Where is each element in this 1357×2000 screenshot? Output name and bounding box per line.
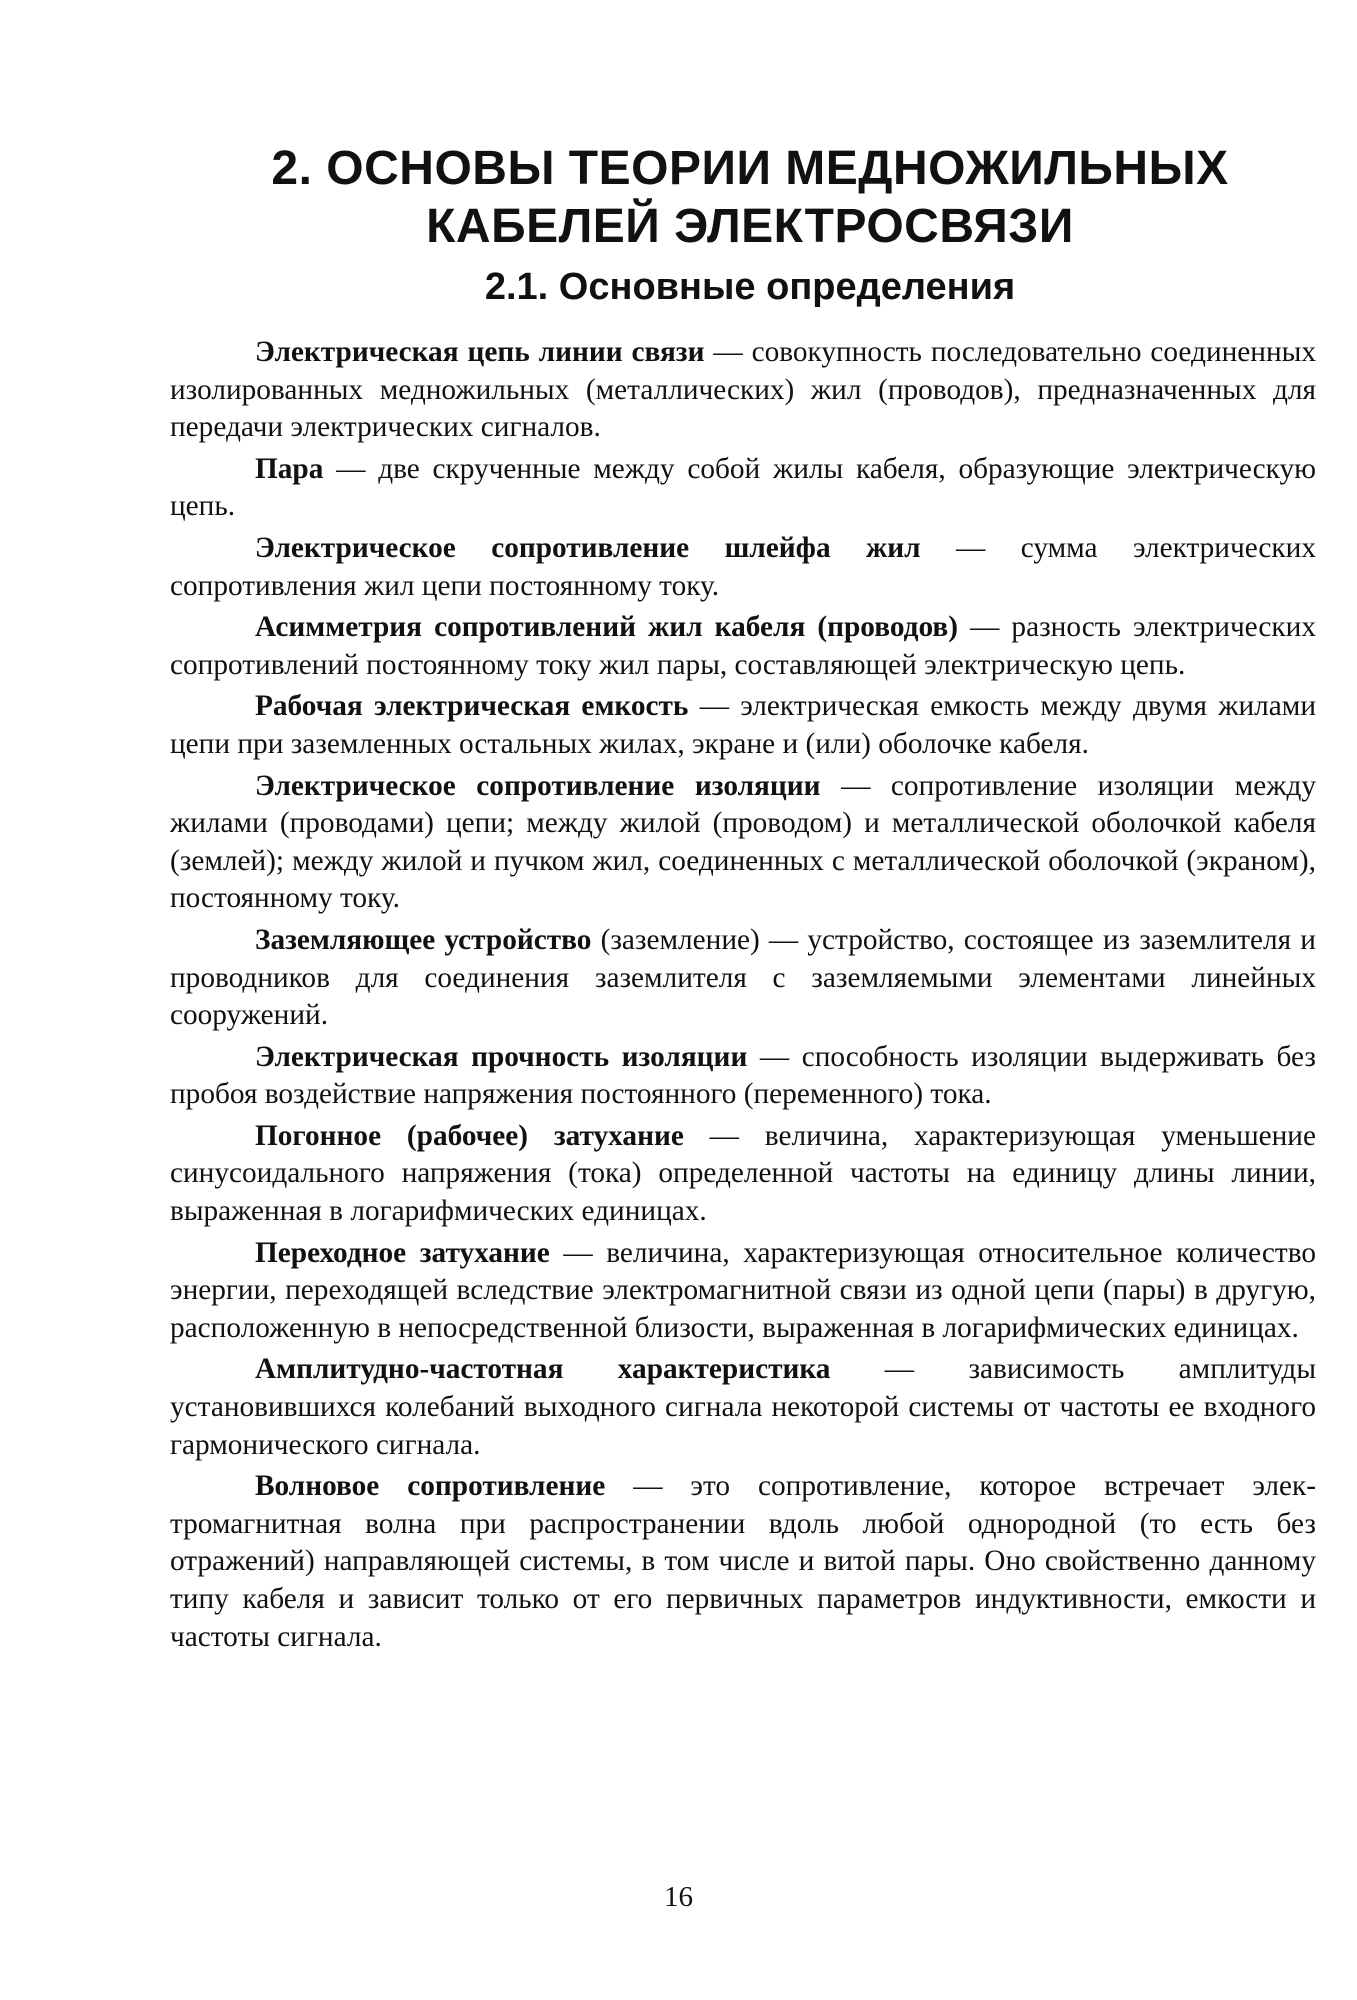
definition-term: Электрическая цепь линии связи [255,336,705,368]
definition-paragraph [170,768,1316,918]
definition-term: Рабочая электрическая емкость [255,690,689,723]
definition-term: Электрическое сопротивление изоляции [255,769,821,802]
definition-text: — две скрученные между собой жилы кабеля, образующие электрическую цепь. [170,452,1316,523]
definition-text: — совокупность последовательно соединенных изолированных медножильных (металлических) жил (проводов), предназначенных для передачи электрических сигналов. [170,336,1316,444]
definition-term: Переходное затухание [255,1236,550,1269]
definition-term: Пара [255,452,324,485]
definition-text: — зависимость амплитуды установившихся колебаний выходного сигнала некоторой системы от частоты ее входного гармонического сигнала. [170,1353,1316,1461]
definition-paragraph [170,1468,1316,1656]
definition-paragraph [170,1351,1316,1464]
chapter-title-line-2: КАБЕЛЕЙ ЭЛЕКТРОСВЯЗИ [426,200,1074,253]
definition-term: Электрическая прочность изоляции [255,1040,748,1073]
definition-paragraph [170,530,1316,605]
definition-paragraph [170,1235,1316,1348]
definition-text: — электрическая емкость между двумя жилами цепи при заземленных остальных жилах, экране и (или) оболочке кабеля. [170,690,1316,760]
definition-term: Асимметрия сопротивлений жил кабеля (проводов) [255,611,958,644]
page-number: 16 [664,1881,693,1913]
definition-term: Электрическое сопротивление шлейфа жил [255,531,921,564]
definition-paragraph [170,1118,1316,1231]
definition-term: Заземляющее устройство [255,923,592,956]
definition-text: — это сопротивление, которое встречает электромагнитная волна при распространении вдоль любой однородной (то есть без отражений) направляющей системы, в том числе и витой пары. Оно свойственно данному типу кабеля и зависит только от его первичных параметров индуктивности, емкости и частоты сигнала. [170,1470,1316,1653]
definition-paragraph [170,922,1316,1035]
definition-text: — величина, характеризующая относительное количество энергии, переходящей вследствие электромагнитной связи из одной цепи (пары) в другую, расположенную в непосредственной близости, выраженная в логарифмических единицах. [170,1236,1316,1344]
definition-paragraph [170,1039,1316,1114]
definition-text: — способность изоляции выдерживать без пробоя воздействие напряжения постоянного (переменного) тока. [170,1040,1316,1111]
definition-paragraph [170,451,1316,526]
definition-paragraph [170,688,1316,763]
definition-paragraph [170,334,1316,447]
definition-text: (заземление) — устройство, состоящее из заземлителя и проводников для соединения заземлителя с заземляемыми элементами линейных сооружений. [170,923,1316,1032]
definition-paragraph [170,609,1316,684]
definition-term: Амплитудно-частотная характеристика [255,1353,831,1386]
section-title: 2.1. Основные определения [484,266,1016,308]
definition-text: — величина, характеризующая уменьшение синусоидального напряжения (тока) определенной частоты на единицу длины линии, выраженная в логарифмических единицах. [170,1119,1316,1228]
chapter-title-line-1: 2. ОСНОВЫ ТЕОРИИ МЕДНОЖИЛЬНЫХ [271,142,1229,195]
chapter-title [170,140,1330,256]
definition-text: — сопротивление изоляции между жилами (проводами) цепи; между жилой (проводом) и металлической оболочкой кабеля (землей); между жилой и пучком жил, соединенных с металлической оболочкой (экраном), постоянному току. [170,769,1316,915]
definitions-body [170,334,1316,1660]
definition-text: — сумма электрических сопротивления жил цепи постоянному току. [170,531,1316,602]
definition-term: Волновое сопротивление [255,1470,606,1503]
definition-text: — разность электрических сопротивлений постоянному току жил пары, составляющей электрическую цепь. [170,611,1316,681]
definition-term: Погонное (рабочее) затухание [255,1119,684,1152]
